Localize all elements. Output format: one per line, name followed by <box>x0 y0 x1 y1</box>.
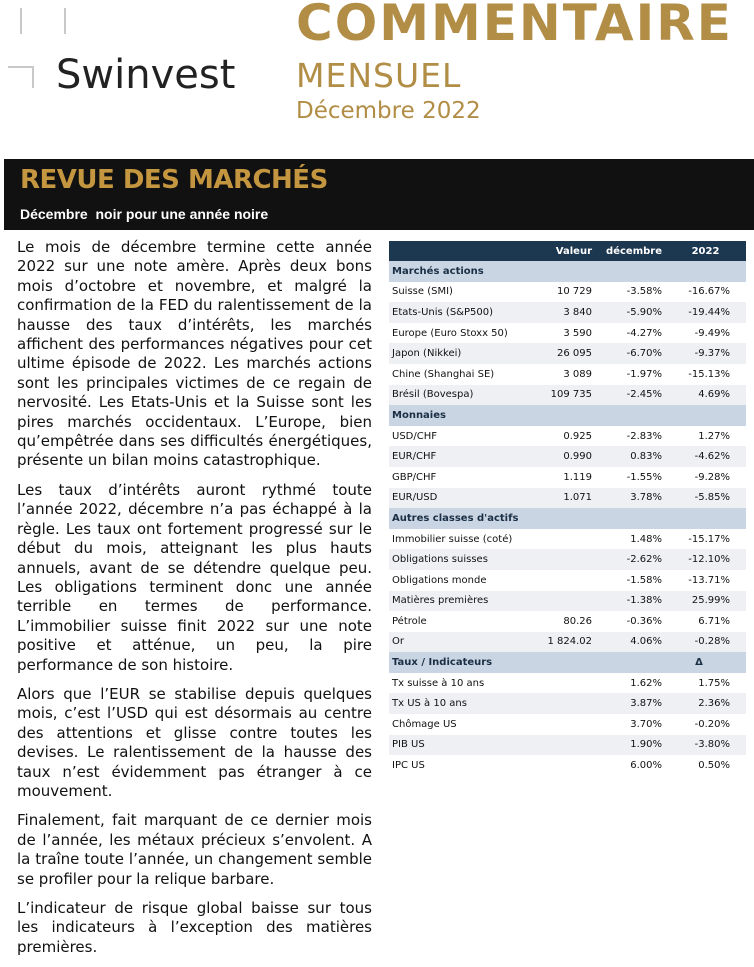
row-value: 3 089 <box>563 368 592 380</box>
section-row <box>389 652 746 673</box>
row-month: -2.62% <box>595 549 665 570</box>
row-value: 26 095 <box>529 343 595 364</box>
row-month: -0.36% <box>626 615 662 627</box>
table-header-row <box>389 241 746 261</box>
row-value <box>529 549 595 570</box>
section-title-monnaies: Monnaies <box>389 405 746 426</box>
table-row <box>389 302 746 323</box>
row-month: -1.38% <box>595 591 665 612</box>
row-label: Chômage US <box>392 718 457 730</box>
row-label: Europe (Euro Stoxx 50) <box>392 327 508 339</box>
table-row <box>389 282 746 303</box>
row-label: USD/CHF <box>392 430 437 442</box>
table-row <box>389 385 746 406</box>
table-row <box>389 735 746 756</box>
row-month: 1.90% <box>595 735 665 756</box>
row-value: 3 590 <box>563 327 592 339</box>
table-row <box>389 591 746 612</box>
row-year: 25.99% <box>665 591 746 612</box>
row-label: Chine (Shanghai SE) <box>392 368 495 380</box>
row-year: -9.37% <box>665 343 746 364</box>
row-year: 1.27% <box>698 430 730 442</box>
row-month: 0.83% <box>595 446 665 467</box>
row-value <box>529 673 595 694</box>
section-title-autres: Autres classes d'actifs <box>389 508 746 529</box>
row-year: -12.10% <box>665 549 746 570</box>
row-year: -3.80% <box>665 735 746 756</box>
row-label: Obligations monde <box>392 574 487 586</box>
row-label: GBP/CHF <box>392 471 437 483</box>
section-row <box>389 508 746 529</box>
header-2022: 2022 <box>665 241 746 261</box>
table-row <box>389 714 746 735</box>
row-label: Immobilier suisse (coté) <box>392 533 513 545</box>
table-row <box>389 488 746 509</box>
row-year: -15.17% <box>688 533 730 545</box>
table-row <box>389 693 746 714</box>
row-month: -3.58% <box>626 286 662 298</box>
row-value: 80.26 <box>563 615 592 627</box>
row-label: Or <box>389 632 529 653</box>
row-month: 3.78% <box>595 488 665 509</box>
row-year: -13.71% <box>688 574 730 586</box>
row-value <box>529 591 595 612</box>
section-row <box>389 405 746 426</box>
row-year: 2.36% <box>665 693 746 714</box>
row-year: -0.20% <box>694 718 730 730</box>
row-month: 1.62% <box>630 677 662 689</box>
article-paragraph: L’indicateur de risque global baisse sur tous les indicateurs à l’exception des matières premières. <box>17 899 372 956</box>
corner-mark-bottom-v <box>32 66 34 88</box>
row-year: 4.69% <box>665 385 746 406</box>
row-label: Suisse (SMI) <box>392 286 453 298</box>
corner-mark-top-right <box>64 8 66 34</box>
section-subtitle: Décembre noir pour une année noire <box>20 206 269 222</box>
article-body <box>17 238 372 967</box>
section-title: REVUE DES MARCHÉS <box>20 165 328 195</box>
row-year: -9.49% <box>694 327 730 339</box>
row-value: 0.925 <box>563 430 592 442</box>
row-month: 4.06% <box>595 632 665 653</box>
article-paragraph: Alors que l’EUR se stabilise depuis quelques mois, c’est l’USD qui est désormais au centre des attentions et glisse contre toutes les devises. Le ralentissement de la hausse des taux n’est évidemment pas étranger à ce mouvement. <box>17 684 372 800</box>
row-label: Matières premières <box>389 591 529 612</box>
section-row <box>389 261 746 282</box>
delta-symbol: Δ <box>665 652 746 673</box>
row-label: EUR/CHF <box>389 446 529 467</box>
swinvest-logo: Swinvest <box>56 52 236 98</box>
row-label: Brésil (Bovespa) <box>389 385 529 406</box>
header-label <box>389 241 529 261</box>
row-value <box>529 714 595 735</box>
row-year: 0.50% <box>698 760 730 772</box>
article-paragraph: Les taux d’intérêts auront rythmé toute l’année 2022, décembre n’a pas échappé à la règle. Les taux ont fortement progressé sur le début du mois, atteignant les plus hauts annuels, avant de se détendre quelque peu. Les obligations terminent donc une année terrible en termes de performance. L’immobilier suisse finit 2022 sur une note positive et atténue, un peu, la pire performance de son histoire. <box>17 480 372 674</box>
row-year: 6.71% <box>698 615 730 627</box>
table-row <box>389 632 746 653</box>
row-value <box>529 570 595 591</box>
row-month: -1.55% <box>626 471 662 483</box>
table-row <box>389 529 746 550</box>
row-month: -2.83% <box>626 430 662 442</box>
row-value: 0.990 <box>529 446 595 467</box>
row-year: -9.28% <box>694 471 730 483</box>
row-value: 1.071 <box>529 488 595 509</box>
row-label: Obligations suisses <box>389 549 529 570</box>
row-year: -15.13% <box>688 368 730 380</box>
row-month: 3.87% <box>595 693 665 714</box>
table-row <box>389 446 746 467</box>
row-value: 1 824.02 <box>529 632 595 653</box>
row-year: -0.28% <box>665 632 746 653</box>
row-label: Etats-Unis (S&P500) <box>389 302 529 323</box>
row-month: -1.97% <box>626 368 662 380</box>
row-year: -5.85% <box>665 488 746 509</box>
table-row <box>389 755 746 776</box>
row-month: -1.58% <box>626 574 662 586</box>
row-value: 3 840 <box>529 302 595 323</box>
table-row <box>389 570 746 591</box>
row-month: -5.90% <box>595 302 665 323</box>
market-table <box>389 241 746 776</box>
table-row <box>389 323 746 344</box>
row-month: -2.45% <box>595 385 665 406</box>
row-month: 3.70% <box>630 718 662 730</box>
header-decembre: décembre <box>595 241 665 261</box>
corner-mark-bottom-h <box>8 66 32 68</box>
row-year: -4.62% <box>665 446 746 467</box>
doc-title-line1: COMMENTAIRE <box>296 0 733 52</box>
table-row <box>389 467 746 488</box>
table-row <box>389 549 746 570</box>
row-value: 109 735 <box>529 385 595 406</box>
row-value <box>529 529 595 550</box>
row-label: Pétrole <box>392 615 427 627</box>
row-value: 1.119 <box>563 471 592 483</box>
row-label: IPC US <box>392 760 425 772</box>
article-paragraph: Finalement, fait marquant de ce dernier mois de l’année, les métaux précieux s’envolent. A la traîne toute l’année, un changement semble se profiler pour la relique barbare. <box>17 811 372 888</box>
row-value <box>529 755 595 776</box>
row-month: 1.48% <box>630 533 662 545</box>
table-row <box>389 611 746 632</box>
header-valeur: Valeur <box>529 241 595 261</box>
doc-title-line2: MENSUEL <box>296 56 462 95</box>
section-banner <box>4 159 754 230</box>
row-label: Japon (Nikkei) <box>389 343 529 364</box>
row-year: -16.67% <box>688 286 730 298</box>
row-year: -19.44% <box>665 302 746 323</box>
row-month: -6.70% <box>595 343 665 364</box>
section-title-actions: Marchés actions <box>389 261 746 282</box>
row-month: -4.27% <box>626 327 662 339</box>
row-value: 10 729 <box>557 286 592 298</box>
row-value <box>529 693 595 714</box>
section-title-taux: Taux / Indicateurs <box>389 652 665 673</box>
article-paragraph: Le mois de décembre termine cette année 2022 sur une note amère. Après deux bons mois d’octobre et novembre, et malgré la confirmation de la FED du ralentissement de la hausse des taux d’intérêts, les marchés affichent des performances négatives pour cet ultime épisode de 2022. Les marchés actions sont les principales victimes de ce regain de nervosité. Les Etats-Unis et la Suisse sont les pires marchés occidentaux. L’Europe, bien qu’empêtrée dans ses difficultés énergétiques, présente un bilan moins catastrophique. <box>17 238 372 470</box>
row-label: Tx US à 10 ans <box>389 693 529 714</box>
row-label: Tx suisse à 10 ans <box>392 677 485 689</box>
row-label: PIB US <box>389 735 529 756</box>
row-year: 1.75% <box>698 677 730 689</box>
table-row <box>389 343 746 364</box>
row-value <box>529 735 595 756</box>
table-row <box>389 426 746 447</box>
row-label: EUR/USD <box>389 488 529 509</box>
corner-mark-top <box>20 8 22 34</box>
doc-date: Décembre 2022 <box>296 98 481 124</box>
table-row <box>389 673 746 694</box>
row-month: 6.00% <box>630 760 662 772</box>
table-row <box>389 364 746 385</box>
